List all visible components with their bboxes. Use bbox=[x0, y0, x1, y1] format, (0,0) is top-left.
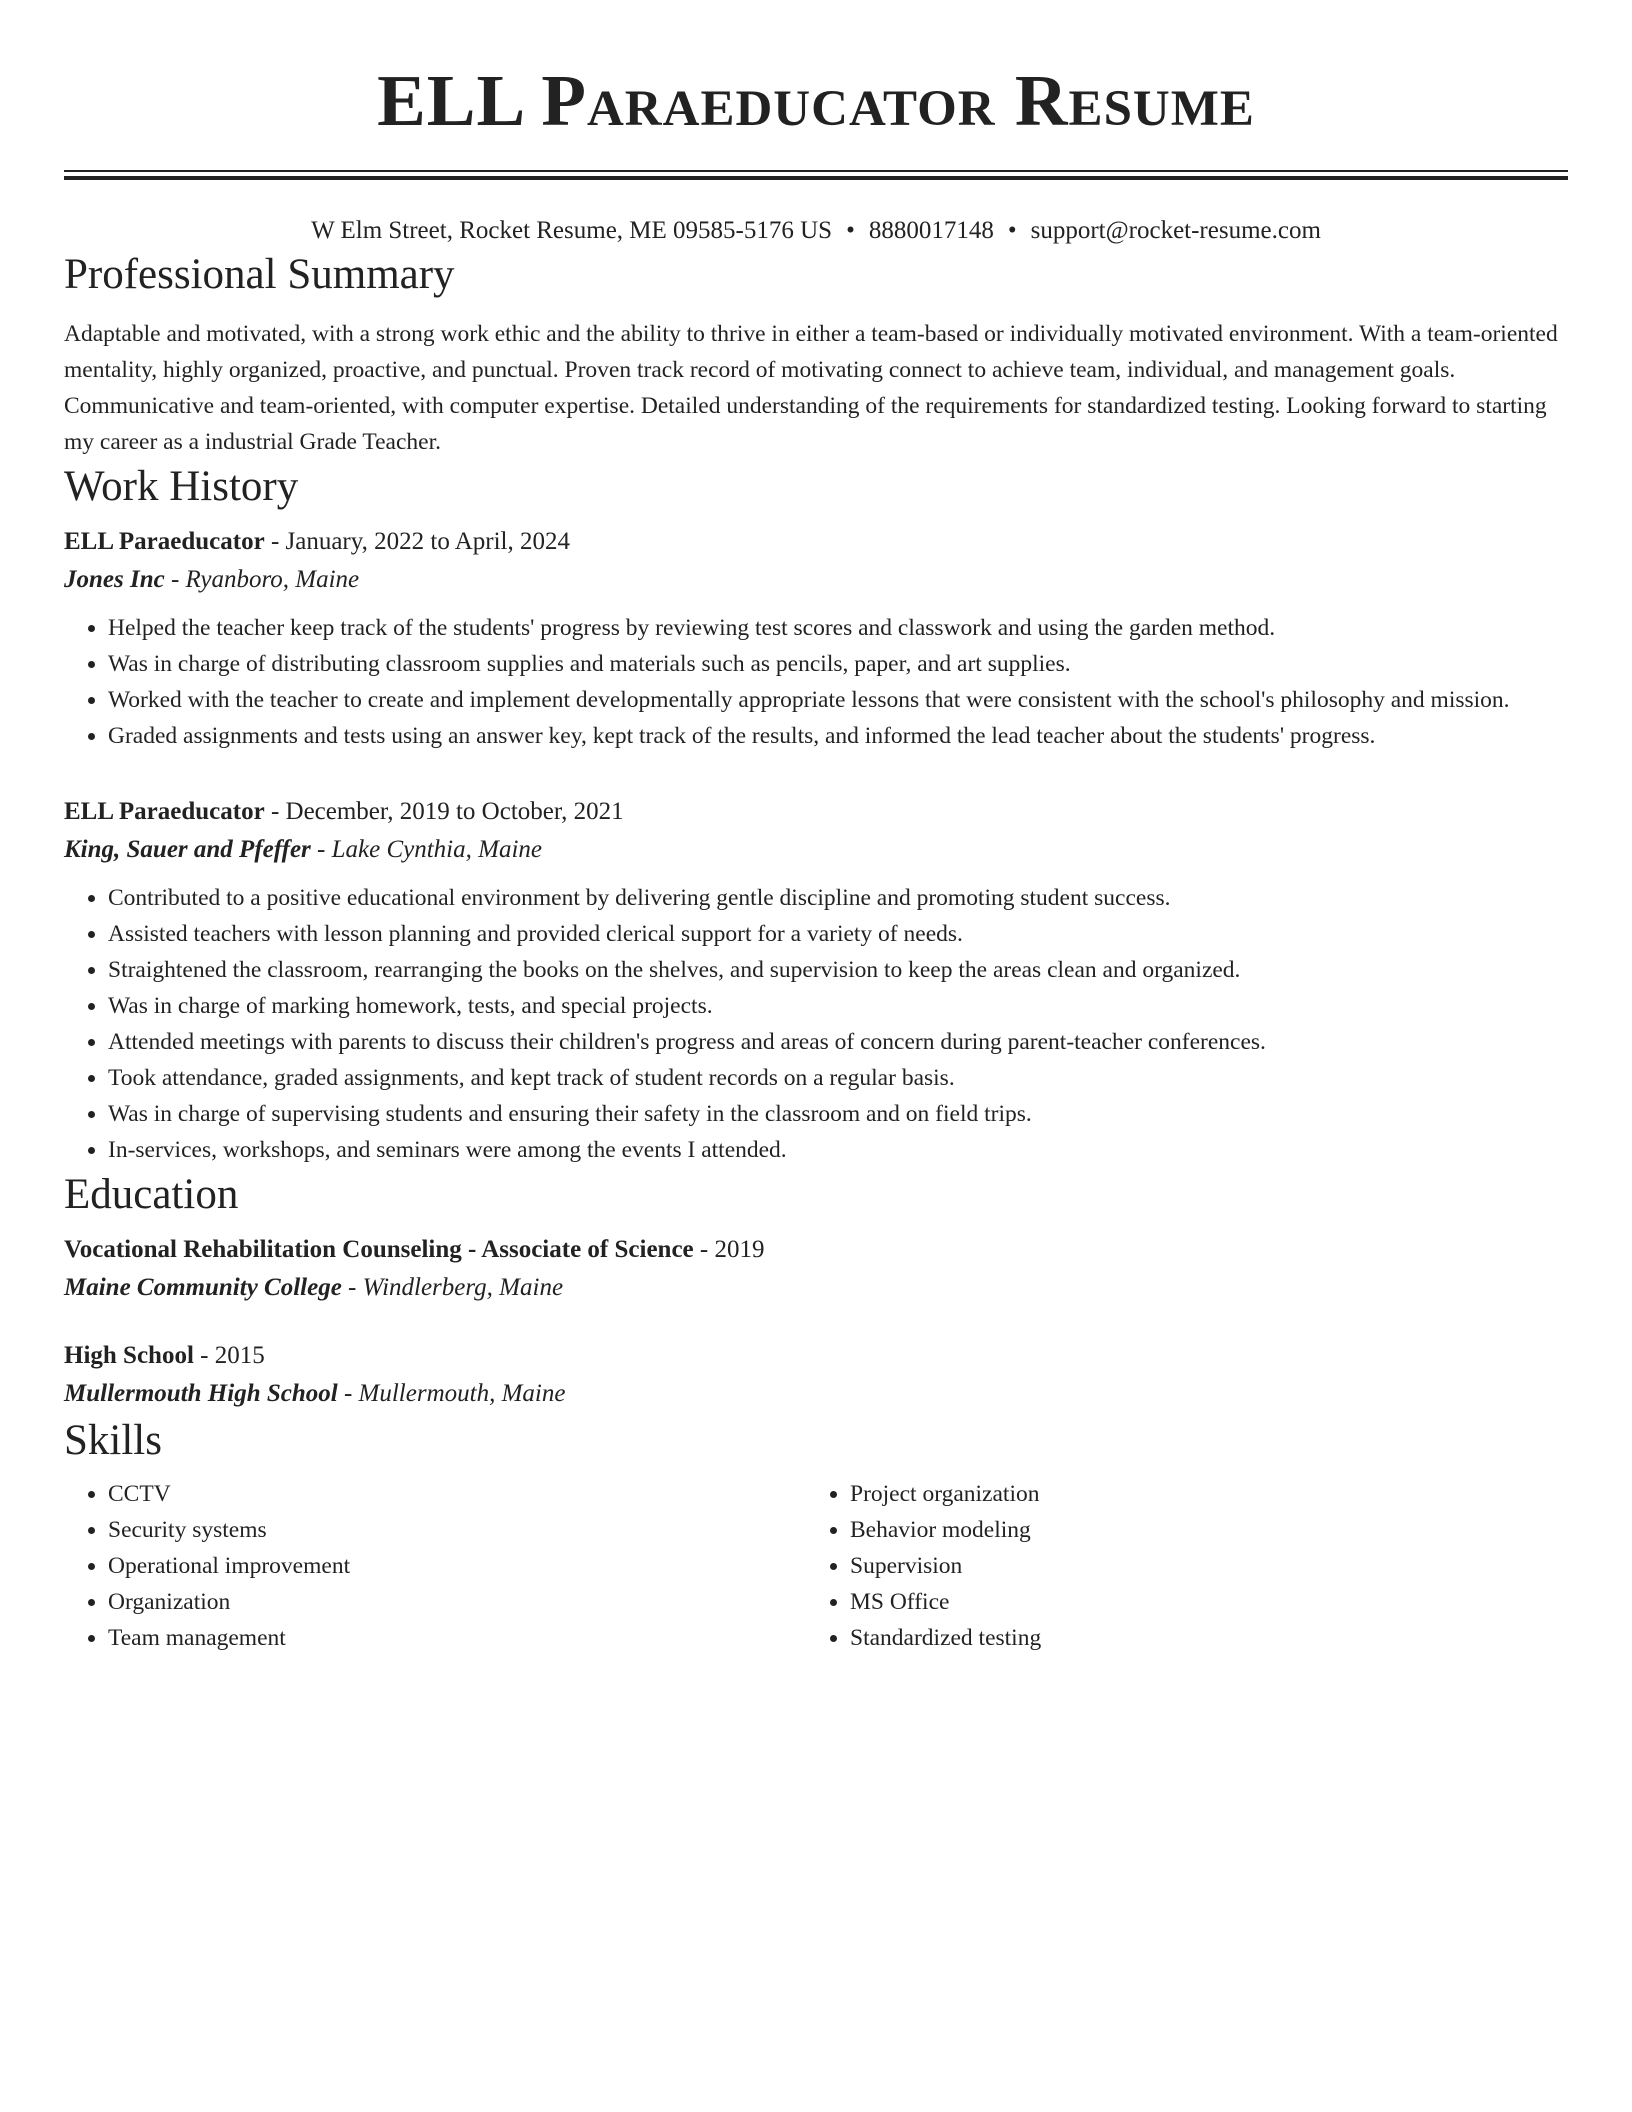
skill-item: • Supervision bbox=[850, 1548, 1548, 1584]
job-bullet: • Attended meetings with parents to discuss their children's progress and areas of concern during parent-teacher conferences. bbox=[108, 1024, 1568, 1060]
skill-item: • Team management bbox=[108, 1620, 806, 1656]
job-bullet: • Was in charge of distributing classroom supplies and materials such as pencils, paper, and art supplies. bbox=[108, 646, 1568, 682]
skill-item: • Project organization bbox=[850, 1476, 1548, 1512]
degree-line bbox=[64, 1232, 1568, 1268]
degree-year: - 2019 bbox=[693, 1236, 765, 1263]
job-location: - Ryanboro, Maine bbox=[164, 566, 360, 593]
education-heading: Education bbox=[64, 1171, 239, 1218]
school-name: Mullermouth High School bbox=[64, 1380, 338, 1407]
skills-grid bbox=[64, 1476, 1568, 1656]
job-bullet: • Took attendance, graded assignments, and kept track of student records on a regular basis. bbox=[108, 1060, 1568, 1096]
education-entry-1 bbox=[64, 1232, 1568, 1308]
job-bullet-list bbox=[64, 610, 1568, 754]
job-dates: - January, 2022 to April, 2024 bbox=[264, 528, 570, 555]
degree-line bbox=[64, 1338, 1568, 1374]
job-company: Jones Inc bbox=[64, 566, 165, 593]
work-history-heading: Work History bbox=[64, 463, 299, 510]
job-bullet: • In-services, workshops, and seminars were among the events I attended. bbox=[108, 1132, 1568, 1168]
job-company: King, Sauer and Pfeffer bbox=[64, 836, 311, 863]
summary-text: Adaptable and motivated, with a strong work ethic and the ability to thrive in either a team-based or individually motivated environment. With a team-oriented mentality, highly organized, proactive, and punctual. Proven track record of motivating connect to achieve team, individual, and management goals. Communicative and team-oriented, with computer expertise. Detailed understanding of the requirements for standardized testing. Looking forward to starting my career as a industrial Grade Teacher. bbox=[64, 321, 1558, 455]
resume-title: ELL Paraeducator Resume bbox=[377, 60, 1255, 141]
job-title: ELL Paraeducator bbox=[64, 798, 265, 825]
contact-address: W Elm Street, Rocket Resume, ME 09585-5176 US bbox=[311, 217, 833, 244]
title-double-rule bbox=[64, 170, 1568, 180]
skill-item: • MS Office bbox=[850, 1584, 1548, 1620]
skills-heading: Skills bbox=[64, 1417, 162, 1464]
job-company-line bbox=[64, 830, 1568, 870]
skill-item: • Organization bbox=[108, 1584, 806, 1620]
job-bullet: • Contributed to a positive educational environment by delivering gentle discipline and promoting student success. bbox=[108, 880, 1568, 916]
school-line bbox=[64, 1268, 1568, 1308]
contact-line bbox=[64, 214, 1568, 248]
contact-separator: • bbox=[1007, 217, 1017, 244]
summary-heading: Professional Summary bbox=[64, 251, 455, 298]
skill-item: • Security systems bbox=[108, 1512, 806, 1548]
job-entry-2 bbox=[64, 794, 1568, 1168]
job-dates: - December, 2019 to October, 2021 bbox=[264, 798, 624, 825]
education-entry-2 bbox=[64, 1338, 1568, 1414]
skill-item: • CCTV bbox=[108, 1476, 806, 1512]
skills-list-left bbox=[64, 1476, 806, 1656]
job-bullet: • Helped the teacher keep track of the students' progress by reviewing test scores and classwork and using the garden method. bbox=[108, 610, 1568, 646]
school-location: - Mullermouth, Maine bbox=[337, 1380, 566, 1407]
job-bullet: • Straightened the classroom, rearranging the books on the shelves, and supervision to keep the areas clean and organized. bbox=[108, 952, 1568, 988]
job-entry-1 bbox=[64, 524, 1568, 754]
skill-item: • Operational improvement bbox=[108, 1548, 806, 1584]
job-bullet: • Graded assignments and tests using an answer key, kept track of the results, and informed the lead teacher about the students' progress. bbox=[108, 718, 1568, 754]
degree-year: - 2015 bbox=[193, 1342, 265, 1369]
contact-phone: 8880017148 bbox=[868, 217, 994, 244]
contact-email: support@rocket-resume.com bbox=[1030, 217, 1321, 244]
contact-separator: • bbox=[846, 217, 855, 244]
degree: Vocational Rehabilitation Counseling - Associate of Science bbox=[64, 1236, 694, 1263]
skills-list-right bbox=[806, 1476, 1548, 1656]
school-name: Maine Community College bbox=[64, 1274, 342, 1301]
job-bullet: • Assisted teachers with lesson planning and provided clerical support for a variety of needs. bbox=[108, 916, 1568, 952]
skill-item: • Standardized testing bbox=[850, 1620, 1548, 1656]
school-line bbox=[64, 1374, 1568, 1414]
job-bullet-list bbox=[64, 880, 1568, 1168]
job-title: ELL Paraeducator bbox=[64, 528, 265, 555]
job-title-line bbox=[64, 524, 1568, 560]
school-location: - Windlerberg, Maine bbox=[341, 1274, 564, 1301]
degree: High School bbox=[64, 1342, 194, 1369]
skill-item: • Behavior modeling bbox=[850, 1512, 1548, 1548]
job-company-line bbox=[64, 560, 1568, 600]
job-bullet: • Was in charge of supervising students and ensuring their safety in the classroom and on field trips. bbox=[108, 1096, 1568, 1132]
job-title-line bbox=[64, 794, 1568, 830]
job-bullet: • Was in charge of marking homework, tests, and special projects. bbox=[108, 988, 1568, 1024]
job-location: - Lake Cynthia, Maine bbox=[310, 836, 542, 863]
job-bullet: • Worked with the teacher to create and implement developmentally appropriate lessons that were consistent with the school's philosophy and mission. bbox=[108, 682, 1568, 718]
